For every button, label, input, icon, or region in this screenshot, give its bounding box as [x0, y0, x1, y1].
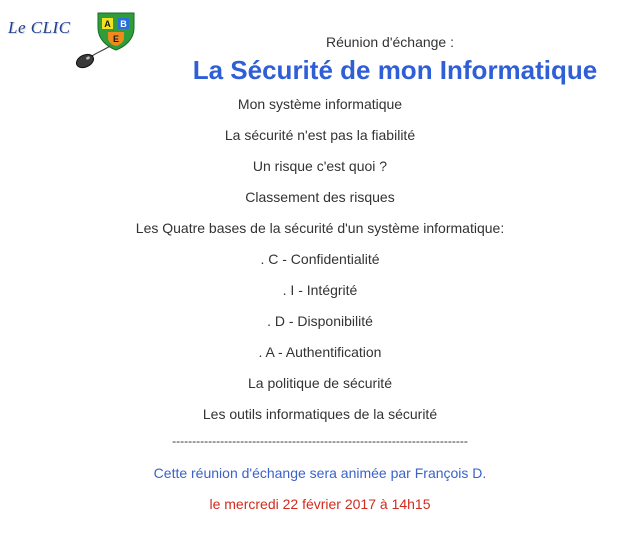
shield-letter-a: A	[104, 19, 111, 29]
shield-letter-b: B	[120, 19, 127, 29]
agenda-item: . C - Confidentialité	[260, 251, 380, 267]
agenda-item: Mon système informatique	[237, 96, 403, 112]
subtitle-text: Réunion d'échange :	[326, 34, 454, 50]
subtitle	[0, 34, 640, 50]
divider-line: --------------------------------------------------------------------------	[172, 434, 468, 448]
logo-text: Le CLIC	[8, 18, 71, 37]
event-date: le mercredi 22 février 2017 à 14h15	[209, 496, 431, 512]
host-note: Cette réunion d'échange sera animée par François D.	[153, 465, 487, 481]
agenda-item: La sécurité n'est pas la fiabilité	[224, 127, 416, 143]
agenda-item: La politique de sécurité	[248, 375, 392, 391]
agenda-item: . I - Intégrité	[282, 282, 358, 298]
shield-letter-e: E	[112, 34, 120, 44]
agenda-item: Les Quatre bases de la sécurité d'un système informatique:	[135, 220, 505, 236]
agenda-item: Un risque c'est quoi ?	[252, 158, 388, 174]
agenda-item: Les outils informatiques de la sécurité	[202, 406, 438, 422]
agenda-item: . D - Disponibilité	[267, 313, 373, 329]
page-title: La Sécurité de mon Informatique	[192, 55, 598, 85]
agenda-item: Classement des risques	[245, 189, 395, 205]
agenda-item: . A - Authentification	[258, 344, 382, 360]
